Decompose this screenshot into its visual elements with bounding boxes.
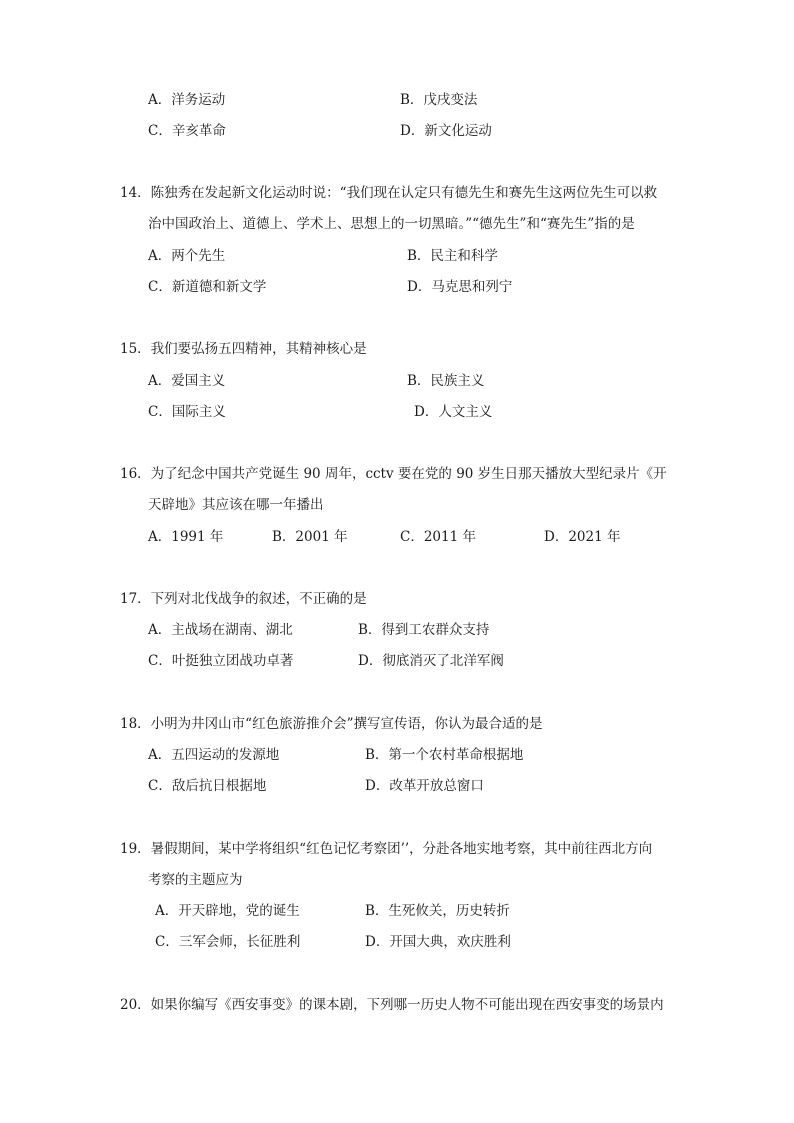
q16-option-a: A．1991 年 [148,529,224,545]
q13-option-b: B．戊戌变法 [400,92,478,108]
q16-option-b: B．2001 年 [272,529,348,545]
q14-option-d: D．马克思和列宁 [407,279,513,295]
q16-option-d: D．2021 年 [544,529,621,545]
q17-option-d: D．彻底消灭了北洋军阀 [358,653,504,669]
q17-option-a: A．主战场在湖南、湖北 [148,622,293,638]
q19-stem-line2: 考察的主题应为 [148,872,243,888]
q14-option-b: B．民主和科学 [407,248,498,264]
q18-option-d: D．改革开放总窗口 [365,778,484,794]
q18-option-c: C．敌后抗日根据地 [148,778,267,794]
q14-stem-line2: 治中国政治上、道德上、学术上、思想上的一切黑暗。”“德先生”和“赛先生”指的是 [148,216,635,232]
q14-stem-line1: 14．陈独秀在发起新文化运动时说：“我们现在认定只有德先生和赛先生这两位先生可以救 [120,185,658,201]
q19-option-c: C．三军会师，长征胜利 [155,934,301,950]
q16-option-c: C．2011 年 [400,529,476,545]
q13-option-d: D．新文化运动 [400,123,492,139]
q17-option-c: C．叶挺独立团战功卓著 [148,653,294,669]
q15-option-d: D．人文主义 [414,404,493,420]
q19-stem-line1: 19．暑假期间，某中学将组织“红色记忆考察团’’，分赴各地实地考察，其中前往西北方向 [120,841,653,857]
q14-option-c: C．新道德和新文学 [148,279,267,295]
q18-option-a: A．五四运动的发源地 [148,747,280,763]
q19-option-a: A．开天辟地，党的诞生 [155,903,300,919]
q15-option-c: C．国际主义 [148,404,226,420]
q13-option-a: A．洋务运动 [148,92,226,108]
q16-stem-line2: 天辟地》其应该在哪一年播出 [148,497,324,513]
q18-stem: 18．小明为井冈山市“红色旅游推介会”撰写宣传语，你认为最合适的是 [120,716,543,732]
q14-option-a: A．两个先生 [148,248,226,264]
q19-option-b: B．生死攸关，历史转折 [365,903,510,919]
q15-stem: 15．我们要弘扬五四精神，其精神核心是 [120,341,367,357]
q15-option-a: A．爱国主义 [148,373,226,389]
q17-stem: 17．下列对北伐战争的叙述，不正确的是 [120,591,367,607]
q19-option-d: D．开国大典，欢庆胜利 [365,934,511,950]
q15-option-b: B．民族主义 [407,373,485,389]
q16-stem-line1: 16．为了纪念中国共产党诞生 90 周年，cctv 要在党的 90 岁生日那天播放大型纪录片《开 [120,466,667,482]
q13-option-c: C．辛亥革命 [148,123,226,139]
q18-option-b: B．第一个农村革命根据地 [365,747,524,763]
q17-option-b: B．得到工农群众支持 [358,622,490,638]
q20-stem: 20．如果你编写《西安事变》的课本剧，下列哪一历史人物不可能出现在西安事变的场景内 [120,997,664,1013]
